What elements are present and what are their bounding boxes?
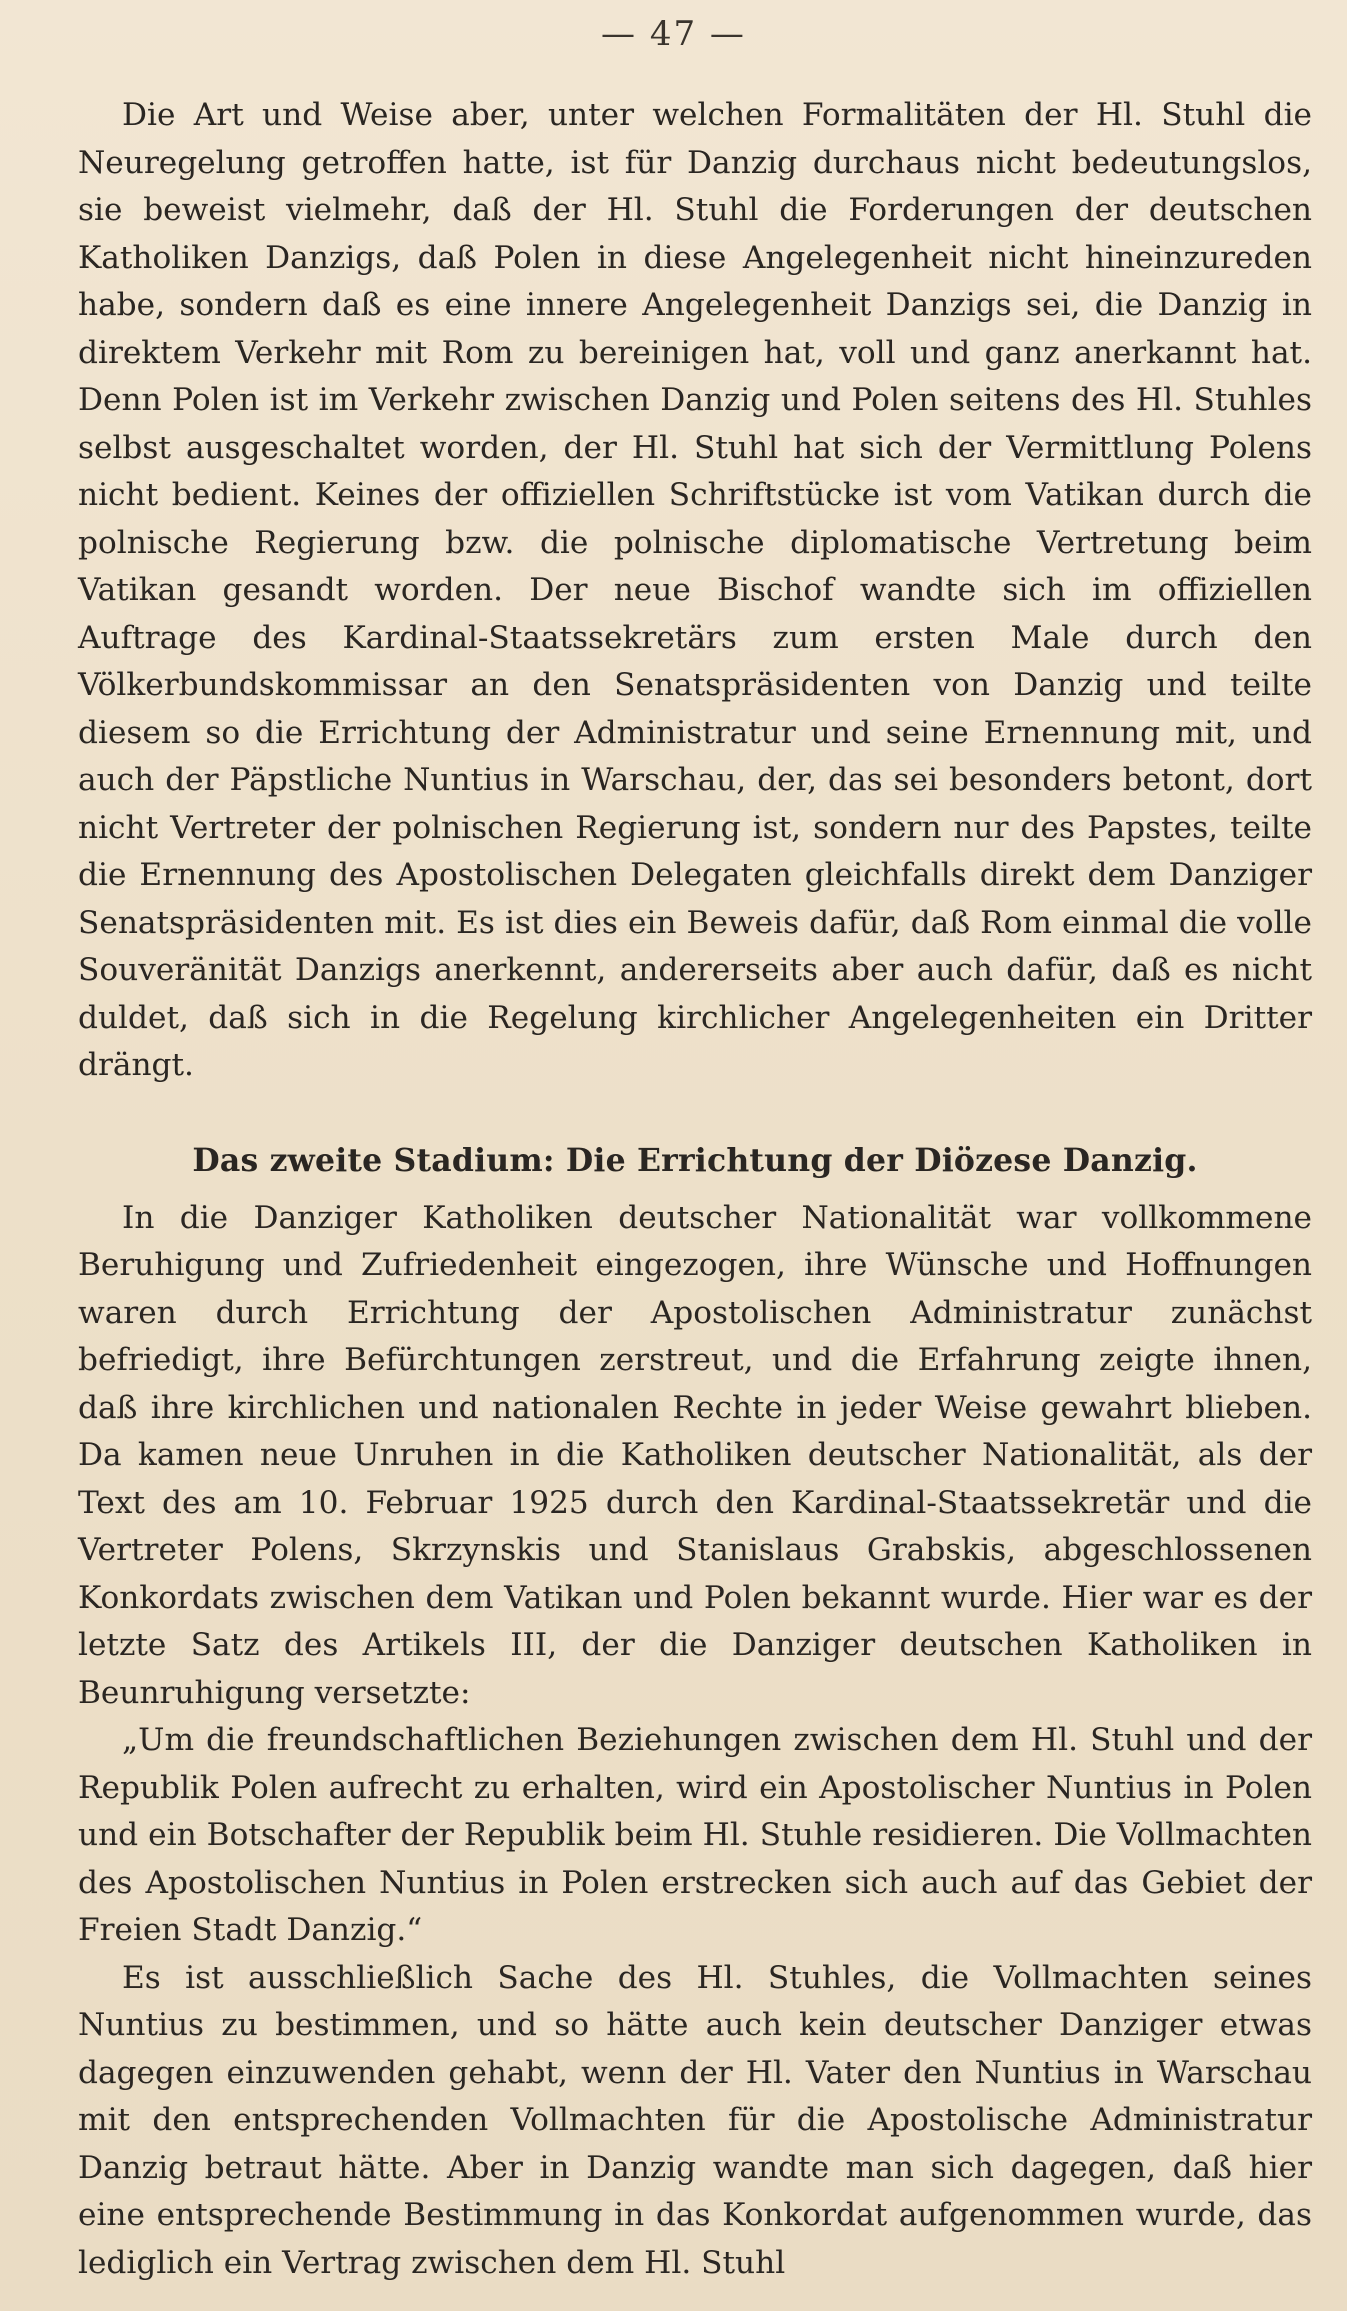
page-number: — 47 — [601, 14, 746, 54]
paragraph: Die Art und Weise aber, unter welchen Formalitäten der Hl. Stuhl die Neuregelung getroffen hatte, ist für Danzig durchaus nicht bedeutungslos, sie beweist vielmehr, daß der Hl. Stuhl die Forderungen der deutschen Katholiken Danzigs, daß Polen in diese Angelegenheit nicht hineinzureden habe, sondern daß es eine innere Angelegenheit Danzigs sei, die Danzig in direktem Verkehr mit Rom zu bereinigen hat, voll und ganz anerkannt hat. Denn Polen ist im Verkehr zwischen Danzig und Polen seitens des Hl. Stuhles selbst ausgeschaltet worden, der Hl. Stuhl hat sich der Vermittlung Polens nicht bedient. Keines der offiziellen Schriftstücke ist vom Vatikan durch die polnische Regierung bzw. die polnische diplomatische Vertretung beim Vatikan gesandt worden. Der neue Bischof wandte sich im offiziellen Auftrage des Kardinal-Staatssekretärs zum ersten Male durch den Völkerbundskommissar an den Senatspräsidenten von Danzig und teilte diesem so die Errichtung der Administratur und seine Ernennung mit, und auch der Päpstliche Nuntius in Warschau, der, das sei besonders betont, dort nicht Vertreter der polnischen Regierung ist, sondern nur des Papstes, teilte die Ernennung des Apostolischen Delegaten gleichfalls direkt dem Danziger Senatspräsidenten mit. Es ist dies ein Beweis dafür, daß Rom einmal die volle Souveränität Danzigs anerkennt, andererseits aber auch dafür, daß es nicht duldet, daß sich in die Regelung kirchlicher Angelegenheiten ein Dritter drängt. [78, 97, 1312, 1083]
paragraph: In die Danziger Katholiken deutscher Nationalität war vollkommene Beruhigung und Zufriedenheit eingezogen, ihre Wünsche und Hoffnungen waren durch Errichtung der Apostolischen Administratur zunächst befriedigt, ihre Befürchtungen zerstreut, und die Erfahrung zeigte ihnen, daß ihre kirchlichen und nationalen Rechte in jeder Weise gewahrt blieben. Da kamen neue Unruhen in die Katholiken deutscher Nationalität, als der Text des am 10. Februar 1925 durch den Kardinal-Staatssekretär und die Vertreter Polens, Skrzynskis und Stanislaus Grabskis, abgeschlossenen Konkordats zwischen dem Vatikan und Polen bekannt wurde. Hier war es der letzte Satz des Artikels III, der die Danziger deutschen Katholiken in Beunruhigung versetzte: [78, 1199, 1312, 1711]
paragraph: Es ist ausschließlich Sache des Hl. Stuhles, die Vollmachten seines Nuntius zu bestimmen, und so hätte auch kein deutscher Danziger etwas dagegen einzuwenden gehabt, wenn der Hl. Vater den Nuntius in Warschau mit den entsprechenden Vollmachten für die Apostolische Administratur Danzig betraut hätte. Aber in Danzig wandte man sich dagegen, daß hier eine entsprechende Bestimmung in das Konkordat aufgenommen wurde, das lediglich ein Vertrag zwischen dem Hl. Stuhl [78, 1959, 1312, 2281]
page-content [78, 92, 1312, 2287]
block-quote: „Um die freundschaftlichen Beziehungen zwischen dem Hl. Stuhl und der Republik Polen aufrecht zu erhalten, wird ein Apostolischer Nuntius in Polen und ein Botschafter der Republik beim Hl. Stuhle residieren. Die Vollmachten des Apostolischen Nuntius in Polen erstrecken sich auch auf das Gebiet der Freien Stadt Danzig.“ [78, 1722, 1312, 1948]
section-heading: Das zweite Stadium: Die Errichtung der Diözese Danzig. [192, 1141, 1198, 1179]
